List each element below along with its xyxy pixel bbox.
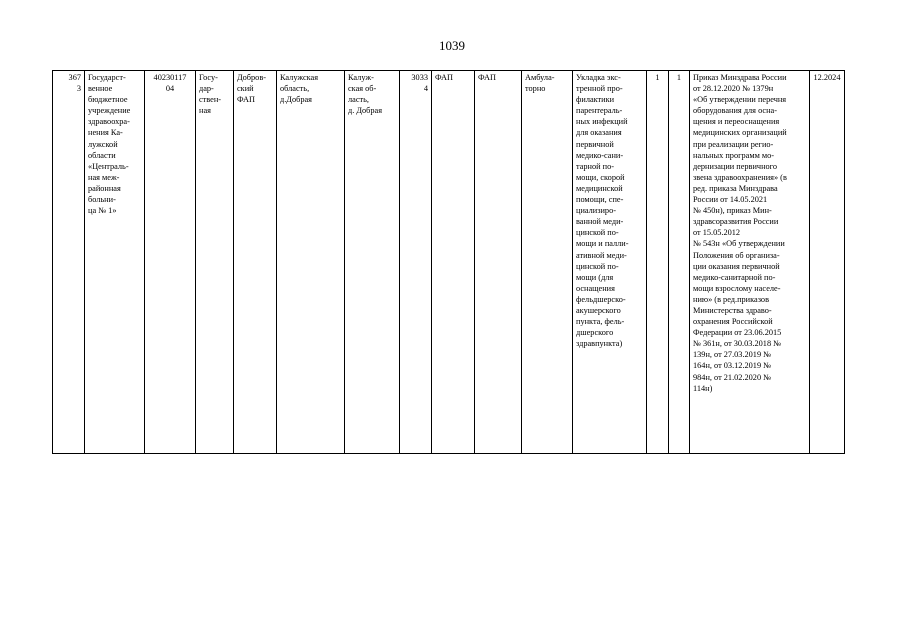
cell-type1: ФАП	[432, 71, 475, 454]
cell-subdivision: Добров- ский ФАП	[234, 71, 277, 454]
cell-institution: Государст- венное бюджетное учреждение здравоохра- нения Ка- лужской области «Централь- ная меж- районная больни- ца № 1»	[85, 71, 145, 454]
cell-locality: Калуж- ская об- ласть, д. Добрая	[345, 71, 400, 454]
cell-care-form: Амбула- торно	[522, 71, 573, 454]
cell-address: Калужская область, д.Добрая	[277, 71, 345, 454]
cell-type2: ФАП	[475, 71, 522, 454]
cell-equipment: Укладка экс- тренной про- филактики парентераль- ных инфекций для оказания первичной медико-сани- тарной по- мощи, скорой медицинской помощи, спе- циализиро- ванной меди- цинской по- мощи и палли- ативной меди- цинской по- мощи (для оснащения фельдшерско- акушерского пункта, фель- дшерского здравпункта)	[573, 71, 647, 454]
cell-qty2: 1	[669, 71, 690, 454]
table-row	[53, 71, 845, 454]
cell-legal-basis: Приказ Минздрава России от 28.12.2020 № 1379н «Об утверждении перечня оборудования для осна- щения и переоснащения медицинских организаций при реализации регио- нальных программ мо- дернизации первичного звена здравоохранения» (в ред. приказа Минздрава России от 14.05.2021 № 450н), приказ Мин- здравсоразвития России от 15.05.2012 № 543н «Об утверждении Положения об организа- ции оказания первичной медико-санитарной по- мощи взрослому населе- нию» (в ред.приказов Министерства здраво- охранения Российской Федерации от 23.06.2015 № 361н, от 30.03.2018 № 139н, от 27.03.2019 № 164н, от 03.12.2019 № 984н, от 21.02.2020 № 114н)	[690, 71, 810, 454]
cell-date: 12.2024	[810, 71, 845, 454]
registry-table	[52, 70, 845, 454]
page-number: 1039	[439, 38, 465, 53]
cell-row-number: 367 3	[53, 71, 85, 454]
cell-code: 40230117 04	[145, 71, 196, 454]
cell-qty1: 1	[647, 71, 669, 454]
cell-ownership: Госу- дар- ствен- ная	[196, 71, 234, 454]
cell-code2: 3033 4	[400, 71, 432, 454]
